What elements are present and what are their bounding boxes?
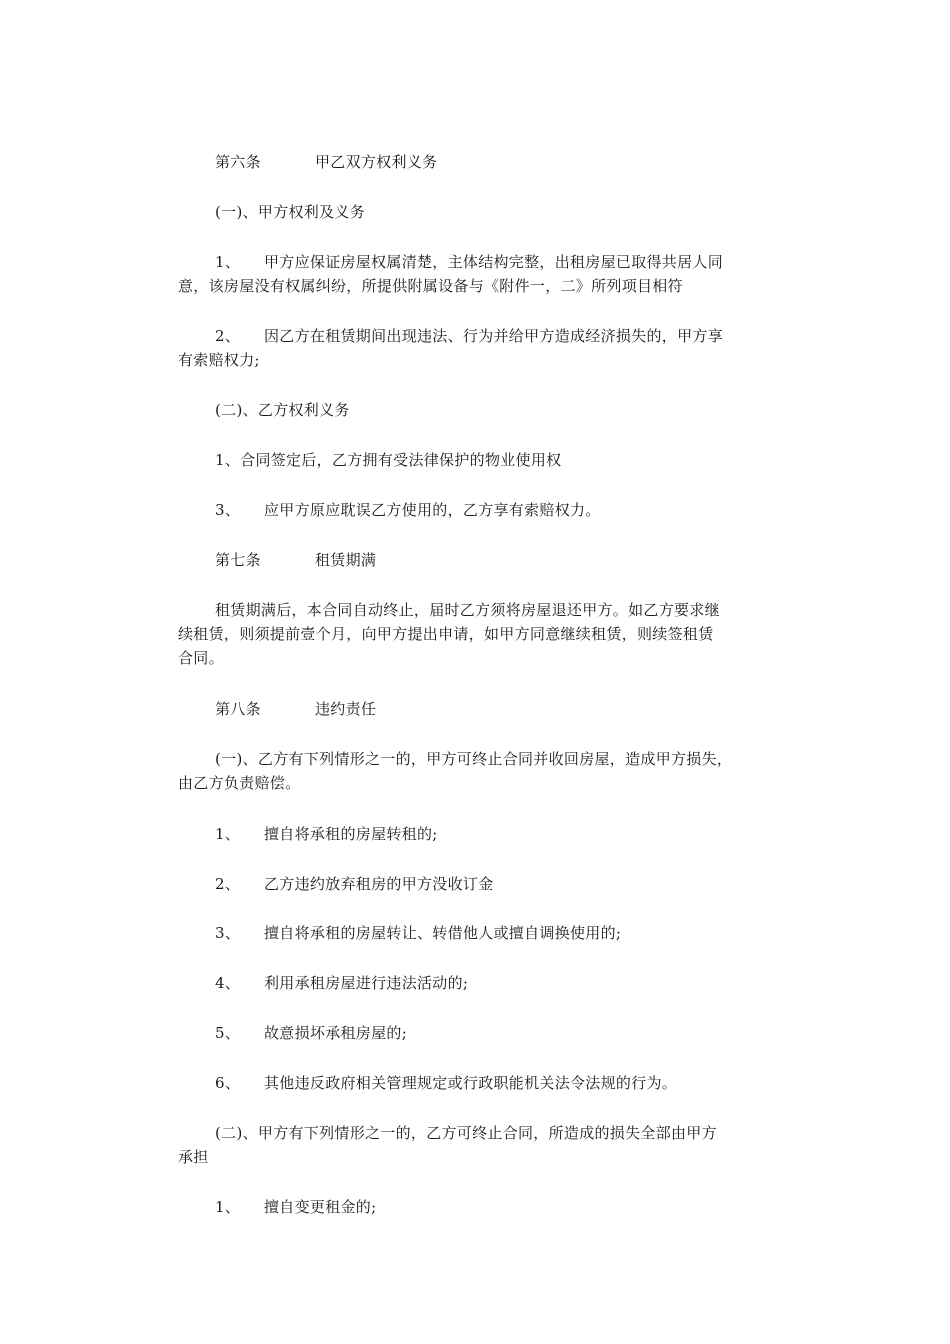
- article-7-heading: [178, 548, 815, 572]
- clause-text-cont: 有索赔权力;: [178, 351, 260, 369]
- clause-text-cont: 意，该房屋没有权属纠纷，所提供附属设备与《附件一，二》所列项目相符: [178, 277, 683, 295]
- list-item: [178, 872, 815, 896]
- list-number: 3、: [215, 924, 241, 942]
- list-text: 擅自将承租的房屋转租的;: [264, 825, 438, 843]
- list-item: [178, 971, 815, 995]
- list-item: [178, 921, 815, 945]
- body-line: 合同。: [178, 649, 224, 667]
- list-text: 擅自将承租的房屋转让、转借他人或擅自调换使用的;: [264, 924, 622, 942]
- list-text: 其他违反政府相关管理规定或行政职能机关法令法规的行为。: [264, 1074, 678, 1092]
- list-number: 2、: [215, 875, 241, 893]
- clause-a1: [178, 250, 778, 298]
- section-line: (一)、乙方有下列情形之一的，甲方可终止合同并收回房屋，造成甲方损失，: [215, 750, 733, 768]
- body-line: 租赁期满后，本合同自动终止，届时乙方须将房屋退还甲方。如乙方要求继: [215, 601, 720, 619]
- article-number: 第六条: [215, 153, 261, 171]
- body-line: 续租赁，则须提前壹个月，向甲方提出申请，如甲方同意继续租赁，则续签租赁: [178, 625, 714, 643]
- article-6-heading: [178, 150, 815, 174]
- clause-b3: [178, 498, 815, 522]
- clause-number: 2、: [215, 327, 241, 345]
- clause-b1: 1、合同签定后，乙方拥有受法律保护的物业使用权: [215, 451, 562, 469]
- clause-text: 因乙方在租赁期间出现违法、行为并给甲方造成经济损失的，甲方享: [264, 327, 724, 345]
- list-text: 乙方违约放弃租房的甲方没收订金: [264, 875, 494, 893]
- section-line: 承担: [178, 1148, 209, 1166]
- clause-text: 应甲方原应耽误乙方使用的，乙方享有索赔权力。: [264, 501, 601, 519]
- section-line: (二)、甲方有下列情形之一的，乙方可终止合同，所造成的损失全部由甲方: [215, 1124, 717, 1142]
- article-title: 违约责任: [315, 700, 377, 718]
- list-item: [178, 822, 815, 846]
- article-number: 第八条: [215, 700, 261, 718]
- list-text: 利用承租房屋进行违法活动的;: [264, 974, 469, 992]
- clause-text: 甲方应保证房屋权属清楚，主体结构完整，出租房屋已取得共居人同: [264, 253, 724, 271]
- list-number: 5、: [215, 1024, 241, 1042]
- article-number: 第七条: [215, 551, 261, 569]
- article-8-heading: [178, 697, 815, 721]
- list-item: [178, 1195, 815, 1219]
- section-1-title: (一)、甲方权利及义务: [215, 203, 366, 221]
- list-number: 1、: [215, 825, 241, 843]
- list-number: 1、: [215, 1198, 241, 1216]
- section-line: 由乙方负责赔偿。: [178, 774, 301, 792]
- list-text: 故意损坏承租房屋的;: [264, 1024, 408, 1042]
- article-7-body: [178, 598, 778, 670]
- article-title: 甲乙双方权利义务: [315, 153, 438, 171]
- list-number: 6、: [215, 1074, 241, 1092]
- section-4: [178, 1121, 778, 1169]
- article-title: 租赁期满: [315, 551, 377, 569]
- list-item: [178, 1021, 815, 1045]
- clause-a2: [178, 324, 778, 372]
- section-2-title: (二)、乙方权利义务: [215, 401, 350, 419]
- clause-number: 3、: [215, 501, 241, 519]
- list-number: 4、: [215, 974, 241, 992]
- section-3: [178, 747, 778, 795]
- clause-number: 1、: [215, 253, 241, 271]
- list-item: [178, 1071, 815, 1095]
- list-text: 擅自变更租金的;: [264, 1198, 377, 1216]
